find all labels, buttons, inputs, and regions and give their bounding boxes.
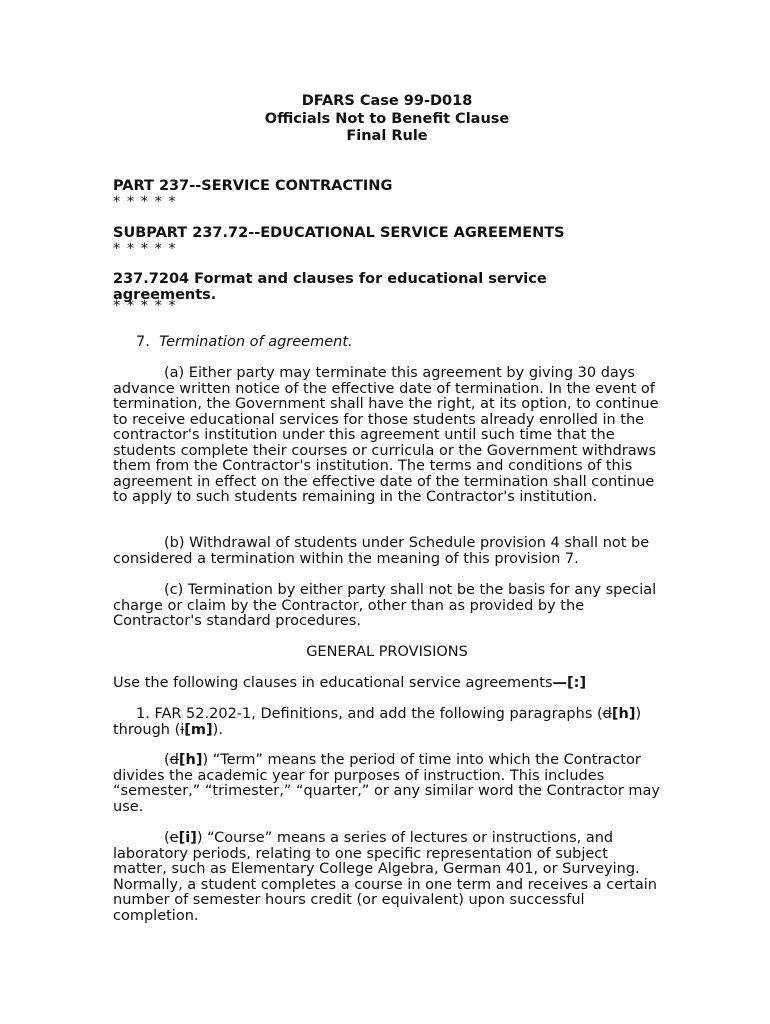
paren-open: (: [164, 830, 170, 846]
paragraph-b: (b) Withdrawal of students under Schedule provision 4 shall not be considered a termination within the meaning of this provision 7.: [113, 535, 650, 567]
item-1-far-definitions: [113, 707, 661, 738]
paragraph-a: (a) Either party may terminate this agreement by giving 30 days advance written notice of the effective date of termination. In the event of termination, the Government shall have the right, at its option, to continue to receive educational services for those students already enrolled in the contractor's institution under this agreement until such time that the students complete their courses or curricula or the Government withdraws them from the Contractor's institution. The terms and conditions of this agreement in effect on the effective date of the termination shall continue to apply to such students remaining in the Contractor's institution.: [113, 365, 659, 505]
use-clauses-text: [113, 676, 661, 692]
definition-term-text: ) “Term” means the period of time into which the Contractor divides the academic year for purposes of instruction. This includes “semester,” “trimester,” “quarter,” or any similar word the Contractor may use.: [113, 752, 661, 815]
inserted-text: [m]: [184, 721, 213, 738]
deleted-text: e: [169, 830, 179, 846]
use-clauses-sentence: Use the following clauses in educational service agreements: [113, 675, 553, 691]
item-1-prefix: 1. FAR 52.202-1, Definitions, and add the following paragraphs (: [136, 706, 603, 722]
rule-type: Final Rule: [346, 128, 428, 144]
deleted-text: i: [180, 721, 185, 738]
subpart-section: [113, 226, 661, 257]
definition-term: [113, 753, 661, 815]
clause-title: Officials Not to Benefit Clause: [264, 110, 510, 127]
definition-course-text: ) “Course” means a series of lectures or instructions, and laboratory periods, relating to one specific representation of subject matter, such as Elementary College Algebra, German 401, or Surveying. Normally, a student completes a course in one term and receives a certain number of semester hours credit (or equivalent) upon successful completion.: [113, 830, 657, 924]
subpart-heading: SUBPART 237.72--EDUCATIONAL SERVICE AGREEMENTS: [113, 225, 565, 241]
part-section: [113, 179, 661, 210]
paren-open: (: [164, 752, 170, 768]
inserted-text: —[:]: [552, 675, 587, 691]
item-7-number: 7.: [136, 334, 150, 350]
item-1-mid: ) through (: [113, 706, 642, 738]
part-heading: PART 237--SERVICE CONTRACTING: [113, 178, 393, 194]
inserted-text: [i]: [178, 830, 197, 846]
section-stars: * * * * *: [113, 298, 177, 314]
section-237-7204: [113, 272, 583, 315]
inserted-text: [h]: [611, 706, 636, 722]
case-number: DFARS Case 99-D018: [301, 93, 473, 109]
part-stars: * * * * *: [113, 193, 177, 210]
paragraph-c: (c) Termination by either party shall not be the basis for any special charge or claim by the Contractor, other than as provided by the Contractor's standard procedures.: [113, 582, 657, 629]
item-7-heading: [136, 335, 684, 351]
deleted-text: d: [169, 752, 179, 768]
document-header: [113, 93, 661, 146]
item-7-title: Termination of agreement.: [159, 334, 353, 350]
subpart-stars: * * * * *: [113, 240, 177, 257]
section-heading: 237.7204 Format and clauses for educational service agreements.: [113, 271, 547, 303]
inserted-text: [h]: [178, 752, 203, 768]
definition-course: [113, 831, 661, 924]
general-provisions-heading: GENERAL PROVISIONS: [306, 644, 468, 660]
item-1-suffix: ).: [212, 721, 223, 738]
deleted-text: d: [602, 706, 612, 722]
